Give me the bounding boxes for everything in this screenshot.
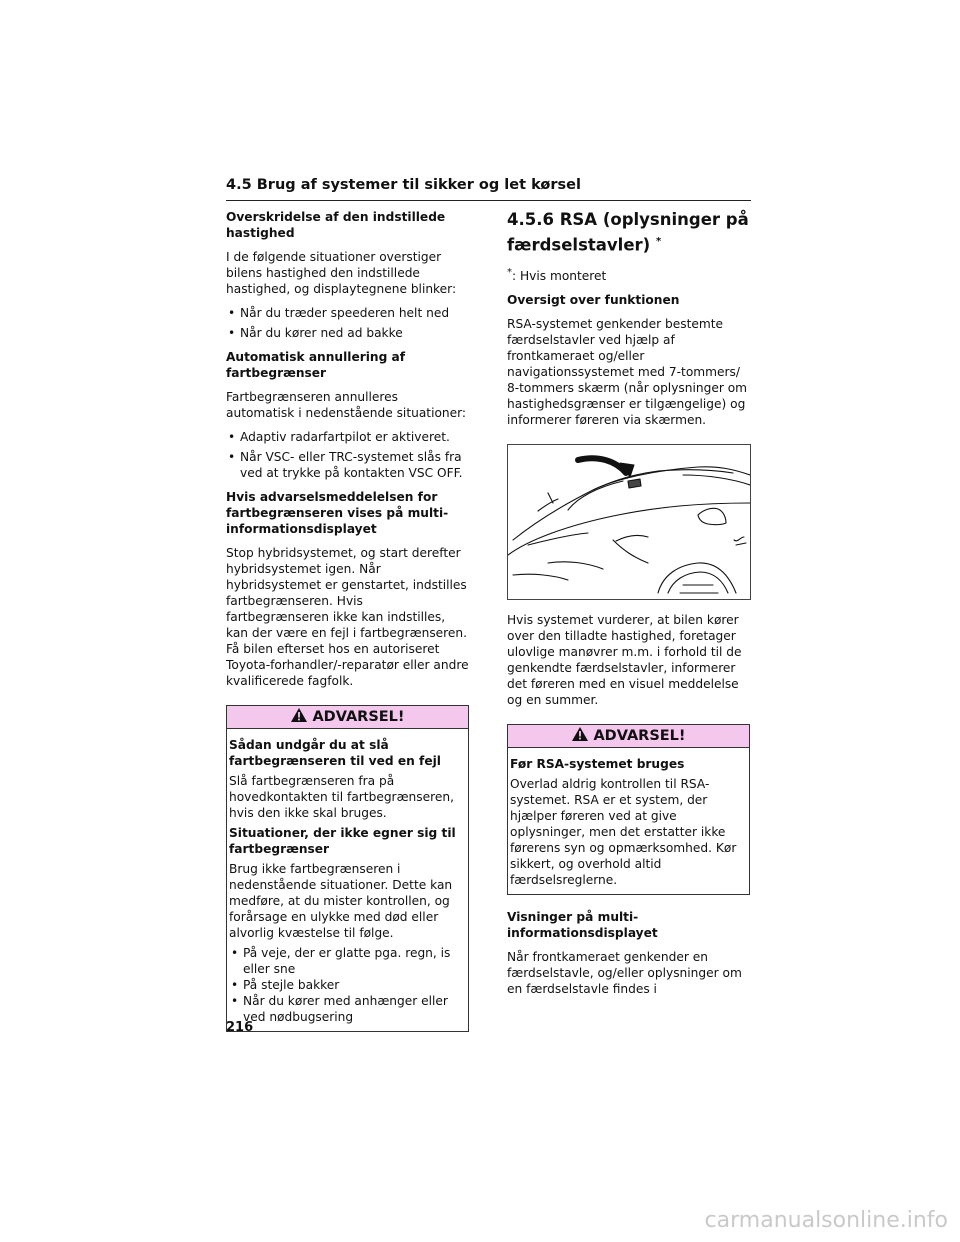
warning-header: [227, 706, 468, 729]
warning-header: [508, 725, 749, 748]
warning-title: ADVARSEL!: [312, 709, 405, 725]
list-item: • Når du kører ned ad bakke: [226, 325, 469, 341]
list-item: • Adaptiv radarfartpilot er aktiveret.: [226, 429, 469, 445]
warning-box: [226, 705, 469, 1032]
paragraph-auto-cancel: Fartbegrænseren annulleres automatisk i nedenstående situationer:: [226, 390, 467, 420]
heading-multi-info-display: Visninger på multi-informationsdisplayet: [507, 909, 658, 940]
heading-speed-exceeded: Overskridelse af den indstillede hastighed: [226, 210, 446, 240]
header-rule: [226, 200, 751, 201]
page-number: 216: [226, 1020, 254, 1035]
section-header: 4.5 Brug af systemer til sikker og let kørsel: [226, 177, 581, 193]
heading-warning-message: Hvis advarselsmeddelelsen for fartbegrænseren vises på multi-informationsdisplayet: [226, 490, 449, 536]
footnote: [507, 265, 750, 284]
section-title-text: 4.5.6 RSA (oplysninger på færdselstavler): [507, 210, 749, 255]
warning-box: [507, 724, 750, 895]
warning-paragraph: Overlad aldrig kontrollen til RSA-systemet. RSA er et system, der hjælper føreren ved at give oplysninger, men det erstatter ikke førerens syn og opmærksomhed. Kør sikkert, og overhold altid færdselsreglerne.: [510, 776, 737, 887]
warning-title: ADVARSEL!: [593, 727, 686, 744]
list-item: • Når VSC- eller TRC-systemet slås fra ved at trykke på kontakten VSC OFF.: [226, 449, 469, 481]
heading-auto-cancel: Automatisk annullering af fartbegrænser: [226, 350, 406, 380]
footnote-text: : Hvis monteret: [512, 268, 607, 283]
footnote-marker: *: [655, 236, 662, 247]
warning-subheading: Sådan undgår du at slå fartbegrænseren til ved en fejl: [229, 738, 441, 768]
list-item: • På veje, der er glatte pga. regn, is eller sne: [229, 945, 460, 977]
warning-paragraph: Slå fartbegrænseren fra på hovedkontakten til fartbegrænseren, hvis den ikke skal bruges.: [229, 774, 454, 820]
section-title: [507, 209, 750, 257]
watermark: carmanualsonline.info: [704, 1208, 948, 1233]
paragraph-notification: Hvis systemet vurderer, at bilen kører over den tilladte hastighed, foretager ulovlige manøvrer m.m. i forhold til de genkendte færdselstavler, informerer det føreren med en visuel meddelelse og en summer.: [507, 612, 742, 707]
warning-body: [508, 748, 749, 894]
warning-subheading: Situationer, der ikke egner sig til fartbegrænser: [229, 826, 456, 856]
list-item: • På stejle bakker: [229, 977, 460, 993]
right-column: [507, 209, 750, 1005]
paragraph-multi-info-display: Når frontkameraet genkender en færdselstavle, og/eller oplysninger om en færdselstavle findes i: [507, 949, 742, 996]
warning-subheading: Før RSA-systemet bruges: [510, 756, 685, 771]
paragraph-warning-message: Stop hybridsystemet, og start derefter hybridsystemet igen. Når hybridsystemet er genstartet, indstilles fartbegrænseren. Hvis fartbegrænseren ikke kan indstilles, kan der være en fejl i fartbegrænseren. Få bilen efterset hos en autoriseret Toyota-forhandler/-reparatør eller andre kvalificerede fagfolk.: [226, 546, 469, 688]
heading-overview: Oversigt over funktionen: [507, 292, 680, 307]
left-column: [226, 209, 469, 1042]
warning-triangle-icon: [290, 707, 308, 727]
warning-triangle-icon: [571, 726, 589, 746]
warning-paragraph: Brug ikke fartbegrænseren i nedenstående situationer. Dette kan medføre, at du mister kontrollen, og forårsage en ulykke med død eller alvorlig kvæstelse til følge.: [229, 862, 453, 940]
paragraph-speed-exceeded: I de følgende situationer overstiger bilens hastighed den indstillede hastighed, og displaytegnene blinker:: [226, 250, 457, 296]
list-item: • Når du kører med anhænger eller ved nødbugsering: [229, 993, 460, 1025]
paragraph-overview: RSA-systemet genkender bestemte færdselstavler ved hjælp af frontkameraet og/eller navigationssystemet med 7-tommers/ 8-tommers skærm (når oplysninger om hastighedsgrænser er tilgængelige) og informerer føreren via skærmen.: [507, 316, 748, 427]
car-camera-illustration: [507, 444, 751, 600]
list-item: • Når du træder speederen helt ned: [226, 305, 469, 321]
footnote-marker: *: [507, 266, 512, 278]
warning-body: [227, 729, 468, 1031]
